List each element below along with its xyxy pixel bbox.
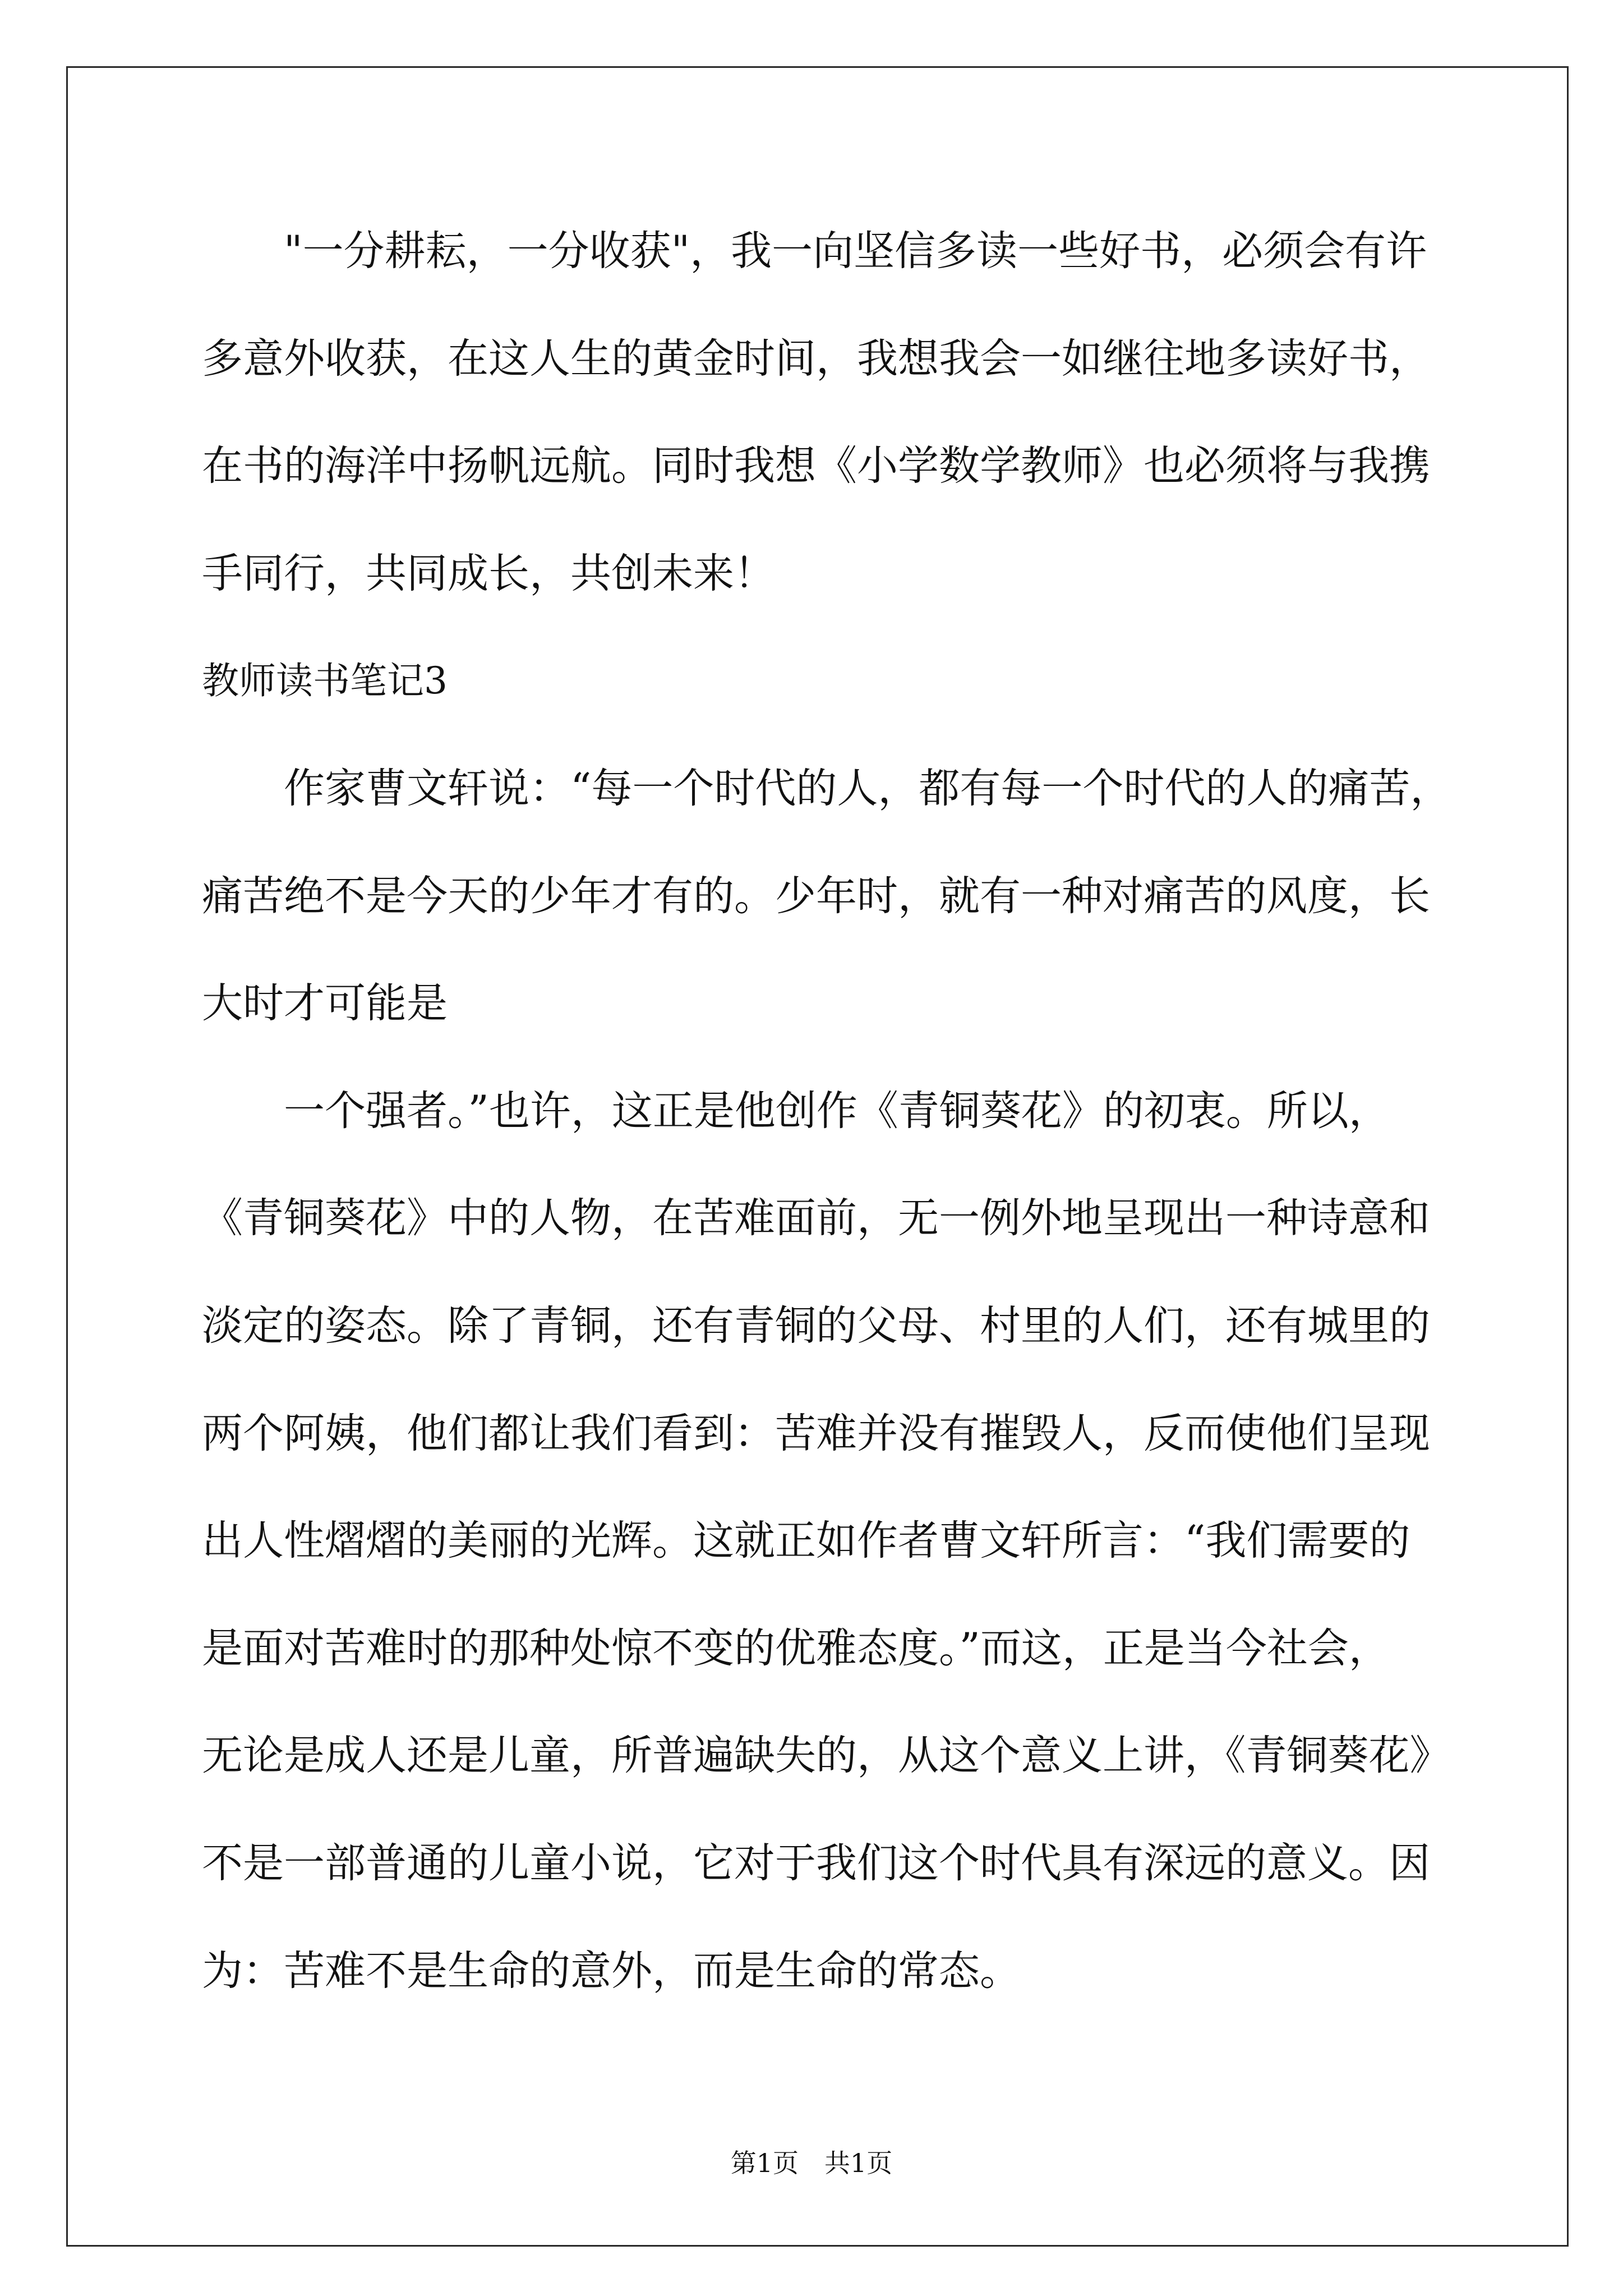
paragraph-line: 《青铜葵花》中的人物，在苦难面前，无一例外地呈现出一种诗意和 bbox=[202, 1194, 1430, 1243]
paragraph-1 bbox=[202, 197, 1537, 627]
section-heading: 教师读书笔记3 bbox=[202, 659, 448, 703]
paragraph-line: 一个强者。”也许，这正是他创作《青铜葵花》的初衷。所以， bbox=[284, 1087, 1390, 1135]
paragraph-2 bbox=[202, 735, 1537, 1057]
page-number-footer: 第1页 共1页 bbox=[730, 2148, 893, 2178]
paragraph-line: 无论是成人还是儿童，所普遍缺失的，从这个意义上讲，《青铜葵花》 bbox=[202, 1732, 1451, 1780]
paragraph-line: 出人性熠熠的美丽的光辉。这就正如作者曹文轩所言：“我们需要的 bbox=[202, 1517, 1410, 1565]
document-body bbox=[202, 197, 1537, 2024]
paragraph-line: 手同行，共同成长，共创未来！ bbox=[202, 549, 775, 597]
paragraph-line: 为：苦难不是生命的意外，而是生命的常态。 bbox=[202, 1947, 1021, 1995]
paragraph-line: 多意外收获，在这人生的黄金时间，我想我会一如继往地多读好书， bbox=[202, 334, 1430, 383]
paragraph-line: 淡定的姿态。除了青铜，还有青铜的父母、村里的人们，还有城里的 bbox=[202, 1301, 1430, 1350]
paragraph-line: "一分耕耘，一分收获"，我一向坚信多读一些好书，必须会有许 bbox=[284, 227, 1427, 275]
paragraph-line: 大时才可能是 bbox=[202, 979, 448, 1028]
paragraph-3 bbox=[202, 1057, 1537, 2024]
paragraph-line: 不是一部普通的儿童小说，它对于我们这个时代具有深远的意义。因 bbox=[202, 1839, 1430, 1887]
paragraph-line: 作家曹文轩说：“每一个时代的人，都有每一个时代的人的痛苦， bbox=[284, 764, 1451, 812]
paragraph-line: 是面对苦难时的那种处惊不变的优雅态度。”而这，正是当今社会， bbox=[202, 1624, 1390, 1672]
paragraph-line: 在书的海洋中扬帆远航。同时我想《小学数学教师》也必须将与我携 bbox=[202, 442, 1430, 490]
paragraph-line: 痛苦绝不是今天的少年才有的。少年时，就有一种对痛苦的风度，长 bbox=[202, 872, 1430, 920]
paragraph-line: 两个阿姨，他们都让我们看到：苦难并没有摧毁人，反而使他们呈现 bbox=[202, 1409, 1430, 1457]
